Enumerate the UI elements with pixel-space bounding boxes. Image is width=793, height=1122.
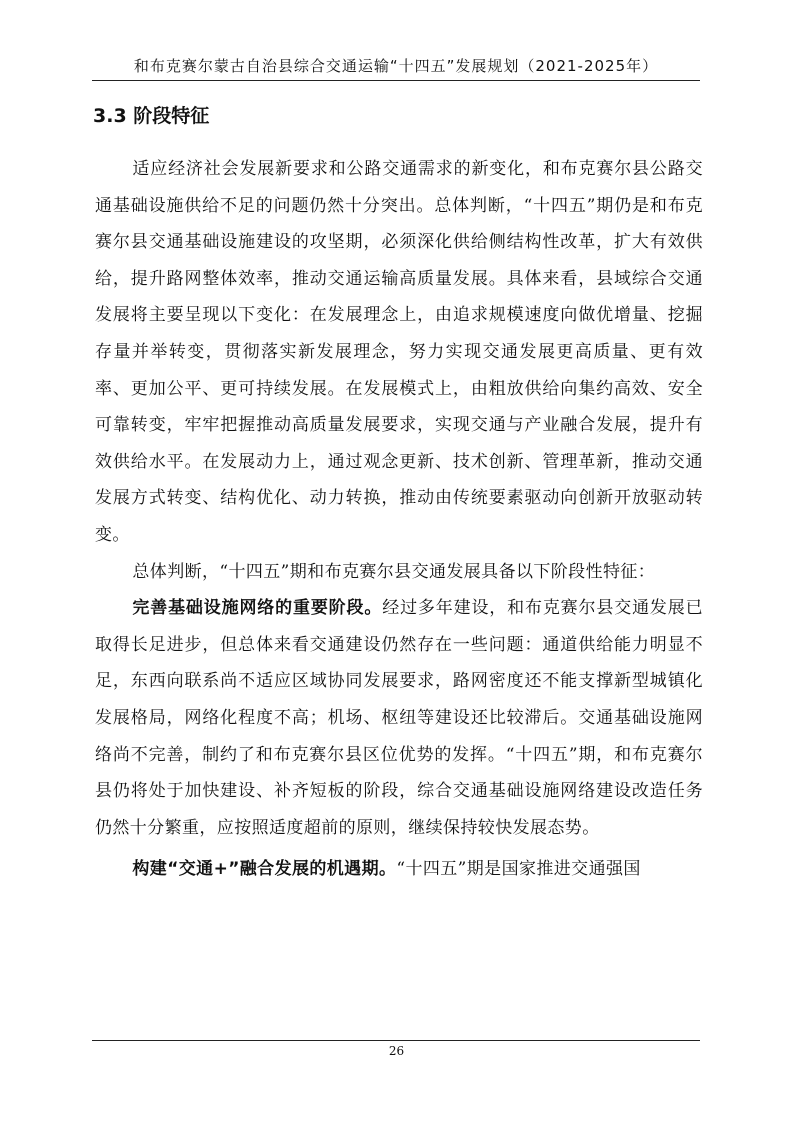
page-number: 26 — [388, 1044, 405, 1058]
paragraph-development-changes: 适应经济社会发展新要求和公路交通需求的新变化，和布克赛尔县公路交通基础设施供给不足的问题仍然十分突出。总体判断，“十四五”期仍是和布克赛尔县交通基础设施建设的攻坚期，必须深化供给侧结构性改革，扩大有效供给，提升路网整体效率，推动交通运输高质量发展。具体来看，县域综合交通发展将主要呈现以下变化：在发展理念上，由追求规模速度向做优增量、挖掘存量并举转变，贯彻落实新发展理念，努力实现交通发展更高质量、更有效率、更加公平、更可持续发展。在发展模式上，由粗放供给向集约高效、安全可靠转变，牢牢把握推动高质量发展要求，实现交通与产业融合发展，提升有效供给水平。在发展动力上，通过观念更新、技术创新、管理革新，推动交通发展方式转变、结构优化、动力转换，推动由传统要素驱动向创新开放驱动转变。 — [95, 159, 703, 545]
paragraph-body-integration: “十四五”期是国家推进交通强国 — [396, 859, 641, 880]
paragraph-body-infrastructure: 经过多年建设，和布克赛尔县交通发展已取得长足进步，但总体来看交通建设仍然存在一些问题：通道供给能力明显不足，东西向联系尚不适应区域协同发展要求，路网密度还不能支撑新型城镇化发展格局，网络化程度不高；机场、枢纽等建设还比较滞后。交通基础设施网络尚不完善，制约了和布克赛尔县区位优势的发挥。“十四五”期，和布克赛尔县仍将处于加快建设、补齐短板的阶段，综合交通基础设施网络建设改造任务仍然十分繁重，应按照适度超前的原则，继续保持较快发展态势。 — [95, 598, 703, 838]
body-text — [95, 151, 703, 888]
section-heading: 3.3 阶段特征 — [93, 105, 210, 127]
header-rule — [92, 80, 700, 81]
paragraph-lead-infrastructure: 完善基础设施网络的重要阶段。 — [132, 598, 383, 619]
paragraph-lead-integration: 构建“交通+”融合发展的机遇期。 — [132, 859, 397, 880]
paragraph-integration-opportunity — [95, 851, 703, 888]
footer-rule — [92, 1040, 700, 1041]
paragraph-infrastructure-stage — [95, 590, 703, 846]
running-header: 和布克赛尔蒙古自治县综合交通运输“十四五”发展规划（2021-2025年） — [133, 57, 659, 75]
paragraph-overall-judgment: 总体判断，“十四五”期和布克赛尔县交通发展具备以下阶段性特征： — [132, 561, 656, 582]
